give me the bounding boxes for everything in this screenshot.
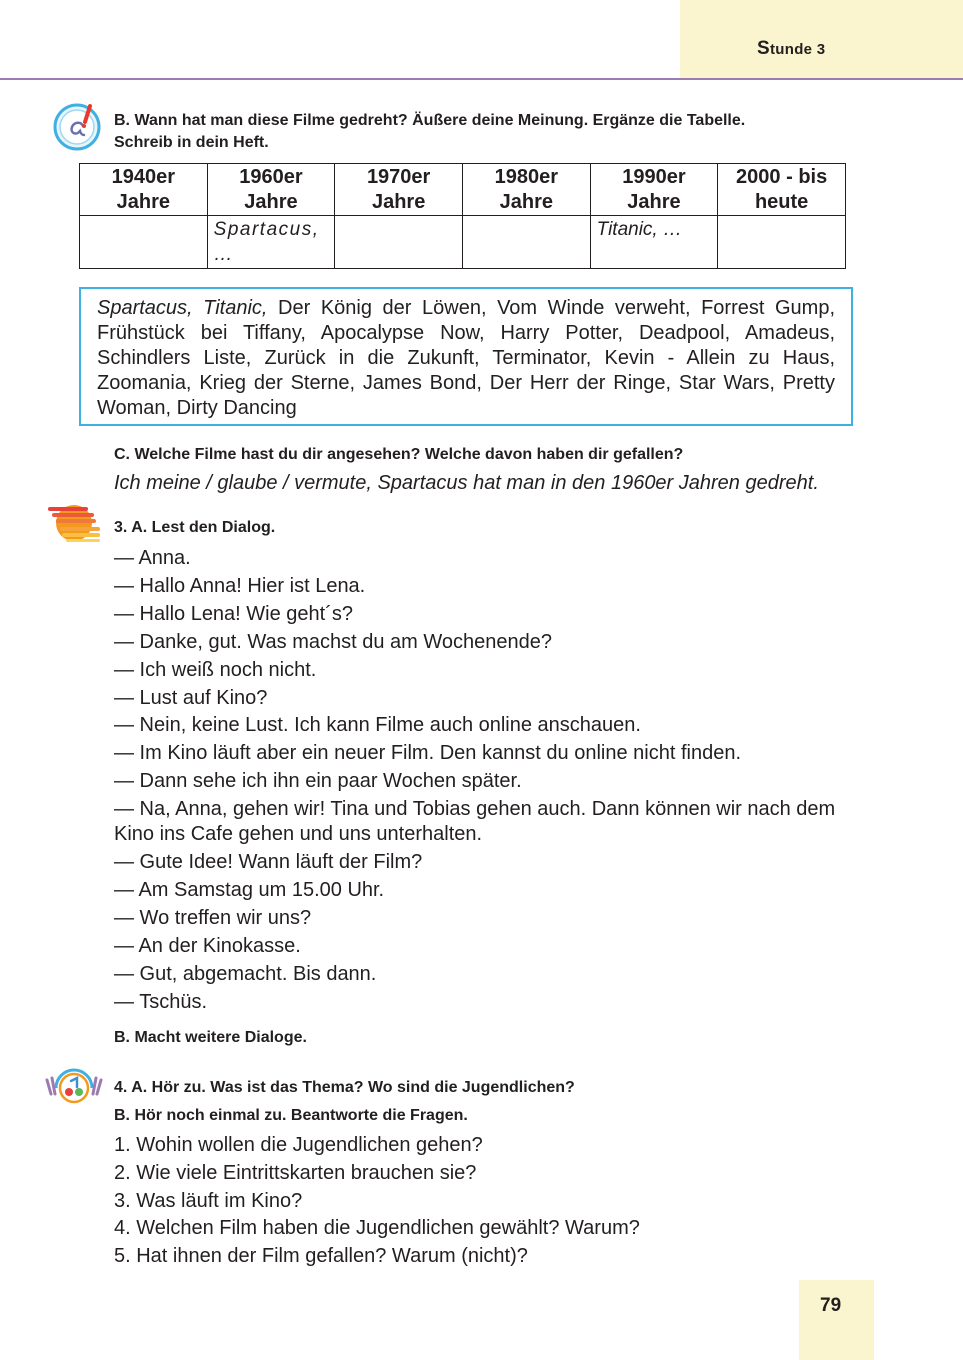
task-c-example: Ich meine / glaube / vermute, Spartacus hat man in den 1960er Jahren gedreht. (114, 472, 819, 494)
task-c-question: C. Welche Filme hast du dir angesehen? Welche davon haben dir gefallen? (114, 446, 684, 463)
question-list (114, 1132, 640, 1271)
dialog-line: — An der Kinokasse. (114, 934, 301, 957)
dialog-block (114, 545, 846, 1017)
dialog-line: — Im Kino läuft aber ein neuer Film. Den kannst du online nicht finden. (114, 742, 742, 765)
dialog-line: — Nein, keine Lust. Ich kann Filme auch online anschauen. (114, 714, 641, 737)
dialog-line: — Hallo Lena! Wie geht´s? (114, 602, 354, 625)
dialog-line: — Na, Anna, gehen wir! Tina und Tobias gehen auch. Dann können wir nach dem Kino ins Cafe gehen und uns unterhalten. (114, 798, 836, 846)
table-cell (462, 216, 590, 269)
question-item: 3. Was läuft im Kino? (114, 1189, 303, 1212)
table-header-cell: 1990er Jahre (590, 164, 718, 216)
lesson-title (757, 38, 825, 60)
table-row (80, 216, 846, 269)
task-3b-instruction: B. Macht weitere Dialoge. (114, 1029, 307, 1046)
question-item: 5. Hat ihnen der Film gefallen? Warum (nicht)? (114, 1245, 528, 1268)
dialog-line: — Hallo Anna! Hier ist Lena. (114, 574, 366, 597)
task-4b-instruction: B. Hör noch einmal zu. Beantworte die Fragen. (114, 1107, 468, 1124)
task-3a-instruction: 3. A. Lest den Dialog. (114, 519, 276, 536)
task-4a-instruction: 4. A. Hör zu. Was ist das Thema? Wo sind die Jugendlichen? (114, 1079, 575, 1096)
listening-icon (44, 1064, 104, 1108)
reading-icon (44, 503, 104, 547)
table-header-cell: 1940er Jahre (80, 164, 208, 216)
task-b-instruction (114, 110, 745, 154)
dialog-line: — Gut, abgemacht. Bis dann. (114, 962, 377, 985)
table-header-cell: 1970er Jahre (335, 164, 463, 216)
dialog-line: — Ich weiß noch nicht. (114, 658, 317, 681)
table-header-cell: 1980er Jahre (462, 164, 590, 216)
dialog-line: — Lust auf Kino? (114, 686, 268, 709)
question-item: 1. Wohin wollen die Jugendlichen gehen? (114, 1134, 483, 1156)
table-cell: Spartacus, … (207, 216, 335, 269)
table-cell (80, 216, 208, 269)
question-item: 2. Wie viele Eintrittskarten brauchen sie? (114, 1161, 477, 1184)
dialog-line: — Danke, gut. Was machst du am Wochenende? (114, 630, 552, 653)
lesson-title-initial: S (757, 38, 770, 59)
dialog-line: — Am Samstag um 15.00 Uhr. (114, 879, 385, 902)
table-header-cell: 1960er Jahre (207, 164, 335, 216)
page-number-tab (799, 1280, 874, 1360)
film-list-box (79, 287, 853, 426)
table-header-row (80, 164, 846, 216)
table-cell: Titanic, … (590, 216, 718, 269)
dialog-line: — Tschüs. (114, 990, 207, 1013)
page-number: 79 (820, 1295, 842, 1316)
dialog-line: — Gute Idee! Wann läuft der Film? (114, 851, 423, 874)
dialog-line: — Dann sehe ich ihn ein paar Wochen später. (114, 770, 522, 793)
dialog-line: — Anna. (114, 547, 191, 569)
task-b-line1: B. Wann hat man diese Filme gedreht? Äußere deine Meinung. Ergänze die Tabelle. (114, 112, 746, 129)
table-header-cell: 2000 - bis heute (718, 164, 846, 216)
film-list-rest: Der König der Löwen, Vom Winde verweht, Forrest Gump, Frühstück bei Tiffany, Apocalypse Now, Harry Potter, Deadpool, Amadeus, Schindlers Liste, Zurück in die Zukunft, Terminator, Kevin - Allein zu Haus, Zoomania, Krieg der Sterne, James Bond, Der Herr der Ringe, Star Wars, Pretty Woman, Dirty Dancing (97, 297, 835, 419)
lesson-title-rest: tunde 3 (769, 41, 826, 58)
speaking-icon (52, 100, 104, 152)
dialog-line: — Wo treffen wir uns? (114, 906, 312, 929)
table-cell (335, 216, 463, 269)
question-item: 4. Welchen Film haben die Jugendlichen gewählt? Warum? (114, 1217, 640, 1240)
decades-table (79, 163, 846, 269)
table-cell (718, 216, 846, 269)
task-b-line2: Schreib in dein Heft. (114, 134, 269, 151)
header-divider (0, 78, 963, 80)
film-list-italic: Spartacus, Titanic, (97, 297, 268, 319)
